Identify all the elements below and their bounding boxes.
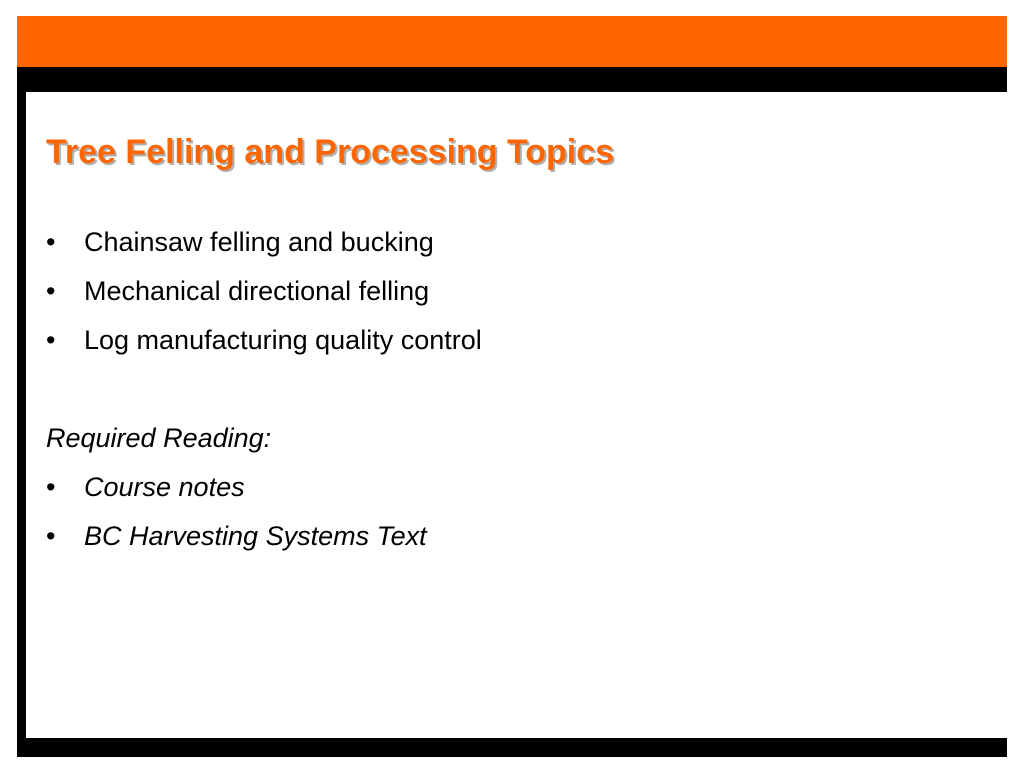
slide-content	[46, 218, 946, 561]
bullet-icon: •	[46, 521, 56, 551]
top-black-bar	[17, 67, 1007, 92]
bullet-icon: •	[46, 325, 56, 355]
required-reading-heading: Required Reading:	[46, 423, 272, 453]
orange-header-bar	[17, 16, 1007, 67]
left-black-bar	[17, 67, 26, 757]
spacer	[46, 365, 946, 414]
reading-text: BC Harvesting Systems Text	[84, 521, 427, 551]
topic-item	[46, 316, 946, 365]
topic-text: Mechanical directional felling	[84, 276, 430, 306]
bullet-icon: •	[46, 472, 56, 502]
reading-item	[46, 463, 946, 512]
slide-title: Tree Felling and Processing Topics	[46, 133, 615, 171]
bullet-icon: •	[46, 276, 56, 306]
topic-item	[46, 218, 946, 267]
bullet-icon: •	[46, 227, 56, 257]
reading-text: Course notes	[84, 472, 245, 502]
topic-text: Chainsaw felling and bucking	[84, 227, 434, 257]
bottom-black-bar	[17, 738, 1007, 757]
topic-item	[46, 267, 946, 316]
reading-item	[46, 512, 946, 561]
topic-text: Log manufacturing quality control	[84, 325, 482, 355]
